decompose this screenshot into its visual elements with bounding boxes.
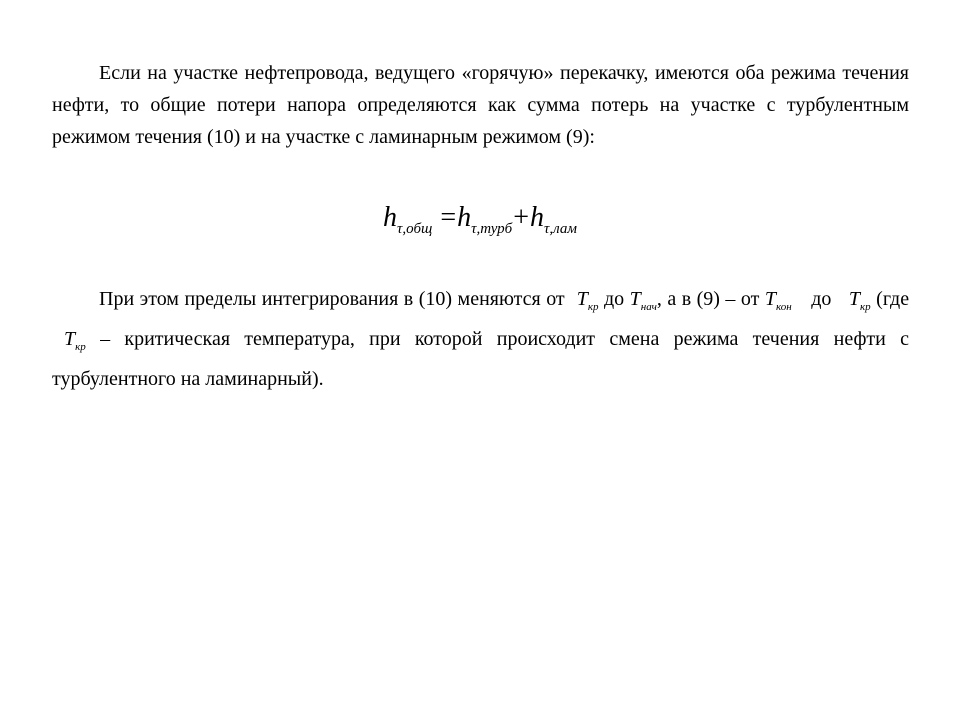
formula-equals-sign: = — [440, 202, 457, 233]
formula-term1-subscript: τ,турб — [471, 221, 513, 237]
variable-subscript: кр — [860, 301, 871, 313]
formula-lhs-symbol: h — [383, 202, 398, 233]
formula-term1-symbol: h — [457, 202, 472, 233]
limits-paragraph — [52, 283, 909, 395]
variable-t-nach — [629, 288, 657, 313]
formula-term2-subscript: τ,лам — [544, 221, 577, 237]
limits-text-part6: – критическая температура, при которой происходит смена режима течения нефти с турбулентного на ламинарный). — [52, 328, 910, 390]
limits-text-part1: При этом пределы интегрирования в (10) меняются от — [99, 288, 565, 310]
variable-symbol: T — [629, 288, 641, 310]
variable-symbol: T — [576, 288, 588, 310]
variable-t-kr — [576, 288, 599, 313]
limits-text-part5: (где — [876, 288, 910, 310]
limits-text-part2: до — [603, 288, 625, 310]
intro-paragraph — [52, 57, 909, 153]
variable-t-kr — [64, 328, 86, 353]
variable-subscript: кр — [587, 301, 599, 313]
intro-paragraph-text: Если на участке нефтепровода, ведущего «горячую» перекачку, имеются оба режима течения нефти, то общие потери напора определяются как сумма потерь на участке с турбулентным режимом течения (10) и на участке с ламинарным режимом (9): — [52, 62, 909, 148]
variable-symbol: T — [764, 288, 777, 310]
variable-symbol: T — [848, 288, 861, 310]
variable-symbol: T — [64, 328, 76, 350]
limits-text-part3: , а в (9) – от — [656, 288, 760, 310]
variable-t-kon — [764, 288, 792, 313]
variable-subscript: кон — [776, 301, 792, 313]
formula-plus-sign: + — [513, 202, 530, 233]
formula-lhs-subscript: τ,общ — [397, 221, 433, 237]
limits-text-part4: до — [811, 288, 832, 310]
formula-term2-symbol: h — [530, 202, 545, 233]
head-loss-formula — [0, 196, 960, 251]
variable-t-kr — [848, 288, 871, 313]
variable-subscript: нач — [640, 301, 657, 313]
variable-subscript: кр — [75, 341, 86, 353]
